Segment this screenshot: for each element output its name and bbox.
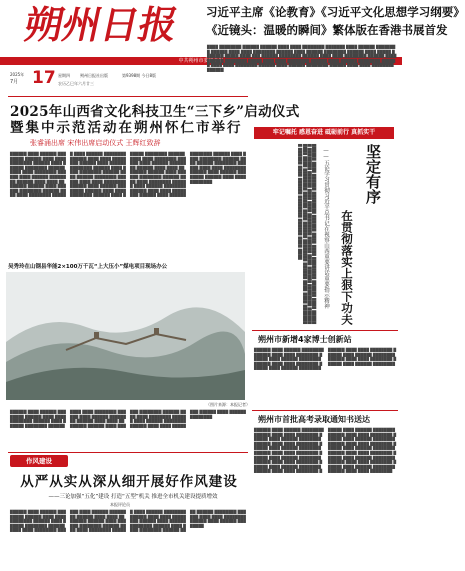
news-item-1-body: ██████ ████ ██████ ████████ ██████ ████ ████ ████████ ██████ ████ ██████ ████████ ██████ ████ ████ ████████ ██████ ████ ██████ ████████ ██████ ████ ████ ████████ ██████ ████ ██████ ████████ ██████ ████ ████ ████████ ██████ ████ ██████ ████████ <box>254 348 397 371</box>
bottom-story-body: ██████ ████ ██████ ████████ ██████ ████ ████ ████████ ██████ ████ ██████ ████████ ██████ ████ ████ ████████ ██████ ████ ██████ ████████ ██████ ████ ████ ████████ ██████ ████ ██████ ████████ ██████ ████ ████ ████████ ██████ ████ ██████ ████████ ██████ ████ ████ ████████ ██████ ████ ██████ ████████ ██████ ████ ████ ████████ ██████ ████ ██████ ████████ ██████ ████ ████ ████████ ██████ ████ ██████ ████████ <box>10 510 246 533</box>
section-badge: 作风建设 <box>10 455 68 467</box>
photo-credit: （图片来源：本报记者） <box>206 402 250 407</box>
top-headline-2[interactable]: 《近镜头：温暖的瞬间》繁体版在香港书展首发 <box>206 23 448 37</box>
top-headline-1[interactable]: 习近平主席《论教育》《习近平文化思想学习纲要》 <box>206 5 465 19</box>
masthead-slogan: 中共朔州市委机关报 <box>178 58 224 64</box>
photo-story-body: ██████ ████ ██████ ████████ ██████ ████ ████ ████████ ██████ ████ ██████ ████████ ██████ ████ ████ ████████ ██████ ████ ██████ ████████ ██████ ████ ████ ████████ ██████ ████ ██████ ████████ ██████ ████ ████ ████████ ██████ ████ ██████ ████████ ██████ ████ ████ ████████ ██████ ████ ██████ ████████ <box>10 410 246 428</box>
lunar-date: 农历乙巳年六月廿三 <box>58 81 94 86</box>
weekday: 星期四 <box>58 73 70 78</box>
lead-story-body: ██████ ████ ██████ ████████ ██████ ████ ████ ████████ ██████ ████ ██████ ████████ ██████ ████ ████ ████████ ██████ ████ ██████ ████████ ██████ ████ ████ ████████ ██████ ████ ██████ ████████ ██████ ████ ████ ████████ ██████ ████ ██████ ████████ ██████ ████ ████ ████████ ██████ ████ ██████ ████████ ██████ ████ ████ ████████ ██████ ████ ██████ ████████ ██████ ████ ████ ████████ ██████ ████ ██████ ████████ ██████ ████ ████ ████████ ██████ ████ ██████ ████████ ██████ ████ ████ ████████ ██████ ████ ██████ ████████ ██████ ████ ████ ████████ ██████ ████ ██████ ████████ ██████ ████ ████ ████████ ██████ ████ ██████ ████████ ██████ ████ ████ ████████ ██████ ████ ██████ ████████ ██████ ████ ████ ████████ ██████ ████ ██████ ████████ ██████ ████ ████ ████████ ██████ ████ ██████ ████████ ██████ ████ ████ ████████ <box>10 152 246 198</box>
bottom-story-subtitle: ——三论加强“五化”建设 打造“五型”机关 推进全市机关建设提质增效 <box>48 494 218 500</box>
date-block <box>10 70 210 94</box>
top-right-body-text: ████ ████████ ██████ ██████ ████ ████ ████████ ███████ ████ ██████ ████████ ██████ ████ ████ ████████ ██████ ████ ██████ ████████ ██████ ████ █████ ███████ █████ ████ ███ ██████ ████████ ██████ ████ ████ ████████ ██████ ████ ██████ ████████ █████ ████ ████ ████████ ██████ ████ ██████ ████████ ██████ ████ ████ ████████ ██████ ████ ██████ ████████ ██████ ████ ████ ████████ ██████ <box>207 45 397 72</box>
date-year: 2025年 <box>10 72 25 77</box>
landscape-photo-icon <box>6 272 245 400</box>
bottom-story-byline: 本报评论员 <box>110 502 130 507</box>
sidebar-title-b[interactable]: 在贯彻落实上狠下功夫 <box>340 210 354 325</box>
sidebar-title-a[interactable]: 坚定有序 <box>364 144 382 204</box>
divider <box>8 452 248 453</box>
lead-story-title[interactable] <box>10 104 300 136</box>
date-day: 17 <box>32 68 56 88</box>
logo-char: 报 <box>134 2 180 47</box>
divider <box>252 410 398 411</box>
bottom-story-title[interactable]: 从严从实从深从细开展好作风建设 <box>20 474 238 490</box>
lead-title-line-2: 暨集中示范活动在朔州怀仁市举行 <box>10 120 243 136</box>
news-item-1-title[interactable]: 朔州市新增4家博士创新站 <box>258 335 352 344</box>
sidebar-body: ██████ ████ ██████ ████████ ██████ ████ ████ ████████ ██████ ████ ██████ ████████ ██████ ████ ████ ████████ ██████ ████ ██████ ████████ ██████ ████ ████ ████████ ██████ ████ ██████ ████████ ██████ ████ ████ ████████ ██████ ████ ██████ ████████ ██████ ████ ████ <box>298 144 316 325</box>
photo-caption: 吴秀玲在山钢县华能2×100万千瓦“上大压小”煤电项目现场办公 <box>8 264 168 270</box>
great-wall-photo <box>6 272 245 400</box>
sidebar-header: 牢记嘱托 感恩奋进 砥砺前行 真抓实干 <box>254 127 394 139</box>
lead-story-byline: 张睿涌出席 宋伟出席启动仪式 王辉红致辞 <box>30 139 161 147</box>
logo-char: 朔 <box>20 2 66 47</box>
news-item-2-body: ██████ ████ ██████ ████████ ██████ ████ ████ ████████ ██████ ████ ██████ ████████ ██████ ████ ████ ████████ ██████ ████ ██████ ████████ ██████ ████ ████ ████████ ██████ ████ ██████ ████████ ██████ ████ ████ ████████ ██████ ████ ██████ ████████ ██████ ████ ████ ████████ ██████ ████ ██████ ████████ ██████ ████ ████ ████████ ██████ ████ ██████ ████████ ██████ ████ ████ ████████ ██████ ████ ██████ ████████ ██████ ████ ████ ████████ ██████ ████ ██████ ████████ ██████ ████ ████ ████████ ██████ ████ ██████ ████████ ██████ ████ ████ ████████ <box>254 428 397 474</box>
publisher: 朔州日报社出版 <box>80 73 108 78</box>
sidebar-subtitle: ——五论学习贯彻习近平总书记在视察山西重要讲话重要指示精神 <box>323 148 329 309</box>
logo-char: 州 <box>58 2 104 47</box>
issue-info: 第9398期 今日8版 <box>122 73 156 78</box>
lead-title-line-1: 2025年山西省文化科技卫生“三下乡”启动仪式 <box>10 104 300 120</box>
divider <box>252 330 398 331</box>
newspaper-logo <box>6 2 194 48</box>
logo-char: 日 <box>96 2 142 47</box>
news-item-2-title[interactable]: 朔州市首批高考录取通知书送达 <box>258 415 370 424</box>
date-month: 7月 <box>10 79 19 85</box>
